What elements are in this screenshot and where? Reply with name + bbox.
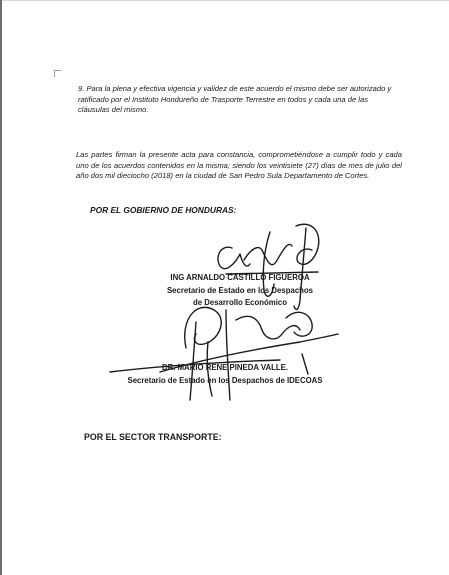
signatory-2-title-line-1: Secretario de Estado en los Despachos de IDECOAS xyxy=(127,375,323,385)
signature-1-stroke-d xyxy=(296,224,319,264)
closing-paragraph: Las partes firman la presente acta para constancia, comprometiéndose a cumplir todo y cada uno de los acuerdos contenidos en la misma; siendo los veintisiete (27) días de mes de julio del año dos mil dieciocho (2018) en la ciudad de San Pedro Sula Departamento de Cortes. xyxy=(76,150,402,180)
signature-1-stroke-e xyxy=(294,228,306,309)
clause-9-paragraph: 9. Para la plena y efectiva vigencia y validez de este acuerdo el mismo debe ser autorizado y ratificado por el Instituto Hondureño de Trasporte Terrestre en todos y cada una de las cláusulas del mismo. xyxy=(78,84,392,114)
signature-2-stroke-a xyxy=(160,334,338,372)
signatory-1-title-line-1: Secretario de Estado en los Despachos xyxy=(166,285,314,295)
signature-2-stroke-h xyxy=(207,342,212,396)
signature-1-stroke-f xyxy=(226,272,318,274)
government-heading: POR EL GOBIERNO DE HONDURAS: xyxy=(90,205,237,215)
signature-2-stroke-g xyxy=(286,312,312,336)
signature-2-stroke-b xyxy=(110,360,280,372)
signature-2-stroke-f xyxy=(236,316,300,339)
signatory-2-name: DR. MARIO RENE PINEDA VALLE. xyxy=(161,363,289,372)
signatory-1-name: ING ARNALDO CASTILLO FIGUEROA xyxy=(170,273,310,282)
signature-2-stroke-d xyxy=(190,322,196,400)
transport-heading: POR EL SECTOR TRANSPORTE: xyxy=(84,432,222,442)
signature-1-stroke-b xyxy=(244,244,292,264)
signature-2-stroke-c xyxy=(185,307,222,348)
signatory-1-title-line-2: de Desarrollo Económico xyxy=(192,298,288,307)
signature-2-stroke-i xyxy=(302,354,308,374)
